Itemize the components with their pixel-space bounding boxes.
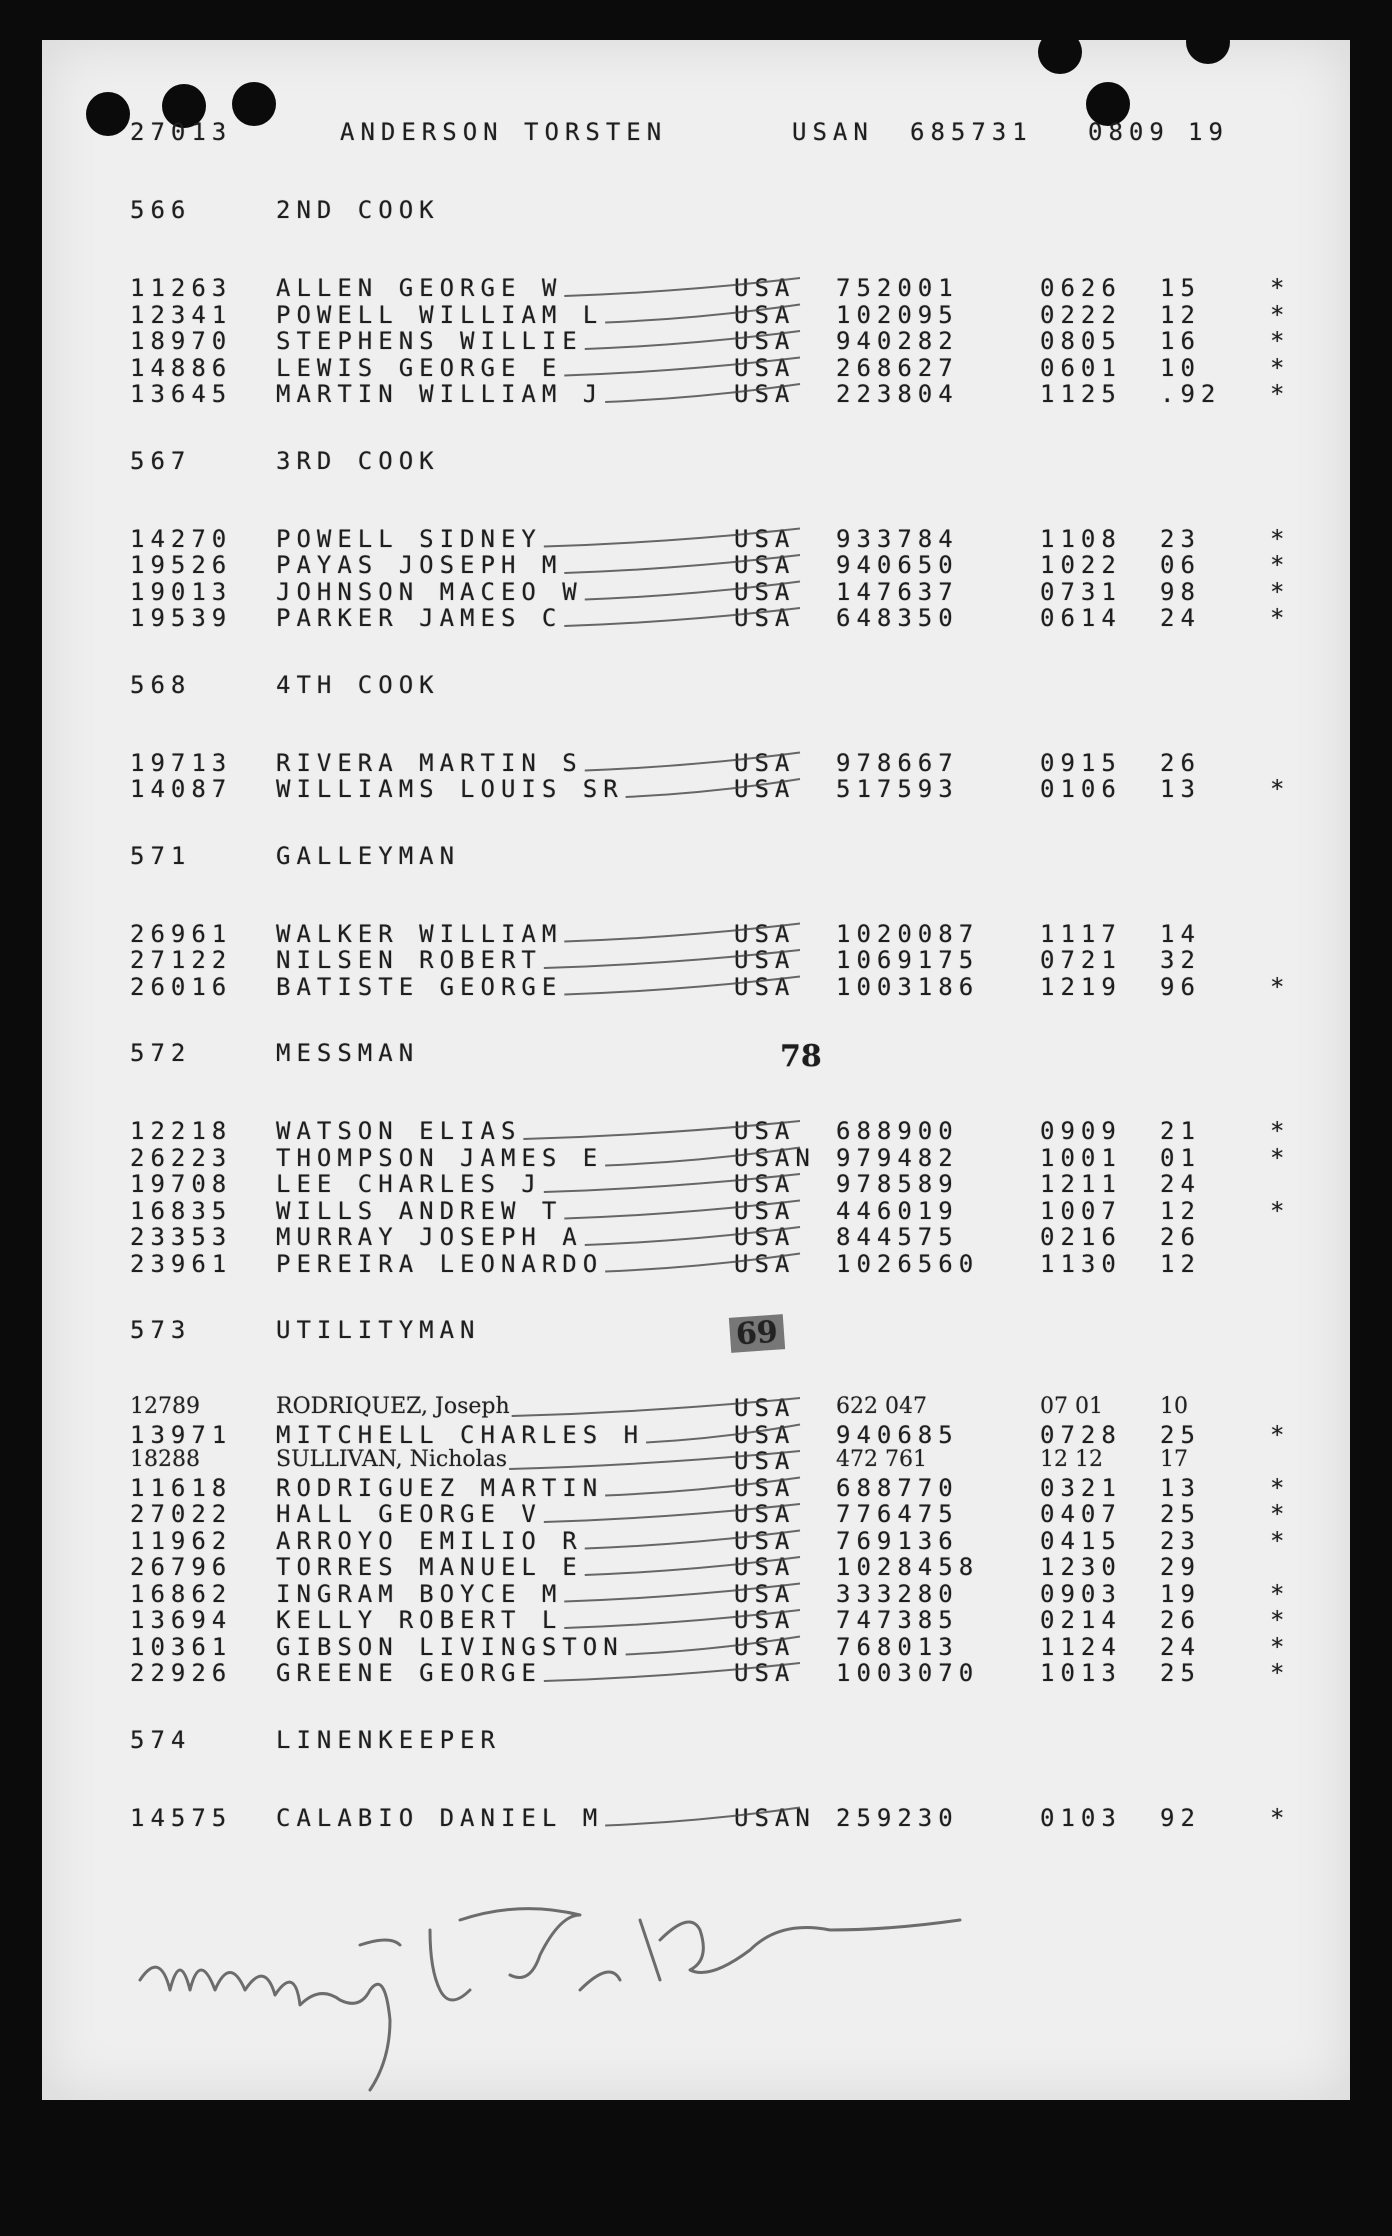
row-number: 1020087 [836,919,980,948]
row-star-mark: * [1270,1500,1291,1528]
row-value: 24 [1160,1632,1201,1661]
row-name: WILLS ANDREW T [276,1196,563,1225]
row-id: 12341 [130,300,233,329]
row-star-mark: * [1270,1473,1291,1502]
row-number: 978589 [836,1170,959,1198]
row-name: INGRAM BOYCE M [276,1579,563,1608]
row-value: 01 [1160,1143,1201,1172]
row-value: 24 [1160,604,1201,632]
row-code: 0106 [1040,775,1122,803]
row-number: 446019 [836,1196,959,1225]
row-citizenship: USA [734,1196,796,1225]
row-citizenship: USAN [734,1803,816,1832]
row-citizenship: USA [734,1249,796,1278]
row-number: 1003186 [836,972,980,1001]
section-title: 2ND COOK [276,196,440,224]
section-567 [130,447,1290,631]
row-star-mark: * [1270,551,1291,579]
row-name: NILSEN ROBERT [276,946,542,974]
row-value: 32 [1160,946,1201,974]
row-number: 1069175 [836,946,980,974]
row-value: 26 [1160,748,1201,777]
section-title: MESSMAN [276,1039,420,1067]
row-code: 0731 [1040,577,1122,606]
row-value: 15 [1160,274,1201,302]
row-citizenship: USA [734,1579,796,1608]
row-citizenship: USA [734,1526,796,1555]
crew-row [130,1144,1290,1171]
row-number: 688900 [836,1117,959,1145]
row-citizenship: USA [734,1420,796,1449]
row-citizenship: USA [734,1394,796,1422]
row-code: 0407 [1040,1500,1122,1528]
section-rows [130,1117,1290,1276]
row-citizenship: USA [734,1500,796,1528]
row-value: 26 [1160,1223,1201,1251]
section-code: 574 [130,1725,192,1754]
row-citizenship: USA [734,1473,796,1502]
row-name: RODRIGUEZ MARTIN [276,1473,604,1502]
row-code: 0321 [1040,1473,1122,1502]
row-citizenship: USA [734,300,796,329]
row-star-mark: * [1270,1526,1291,1555]
row-id: 14270 [130,524,233,553]
row-name: MURRAY JOSEPH A [276,1223,583,1251]
row-id: 12218 [130,1117,233,1145]
section-heading [130,842,1290,872]
row-name: LEE CHARLES J [276,1170,542,1198]
row-name: WALKER WILLIAM [276,919,563,948]
crew-row [130,274,1290,301]
section-title: UTILITYMAN [276,1316,481,1344]
row-number: 688770 [836,1473,959,1502]
punch-hole-top-2 [1186,20,1230,64]
crew-row [130,1197,1290,1224]
row-number: 622 047 [836,1394,927,1419]
section-mark: 69 [729,1314,785,1353]
row-id: 14087 [130,775,233,803]
row-name: RODRIQUEZ, Joseph [276,1394,510,1419]
crew-row [130,1580,1290,1607]
crew-row [130,1117,1290,1144]
crew-row [130,1500,1290,1527]
row-number: 768013 [836,1632,959,1661]
row-id: 26961 [130,919,233,948]
row-star-mark: * [1270,1632,1291,1661]
crew-row [130,327,1290,354]
row-citizenship: USA [734,1223,796,1251]
sections-container [130,196,1290,1830]
section-heading [130,671,1290,701]
crew-row [130,525,1290,552]
row-number: 1028458 [836,1553,980,1581]
row-name: POWELL SIDNEY [276,524,542,553]
row-id: 23353 [130,1223,233,1251]
crew-row [130,380,1290,407]
row-value: 13 [1160,1473,1201,1502]
crew-row-first [130,118,1290,148]
row-star-mark: * [1270,1143,1291,1172]
row-citizenship: USA [734,327,796,355]
row-name: GIBSON LIVINGSTON [276,1632,624,1661]
row-id: 16835 [130,1196,233,1225]
row-name: PAYAS JOSEPH M [276,551,563,579]
section-566 [130,196,1290,407]
row-citizenship: USA [734,577,796,606]
section-code: 567 [130,446,192,475]
row-number: 940650 [836,551,959,579]
row-id: 10361 [130,1632,233,1661]
row-code: 0214 [1040,1606,1122,1634]
row-number: 940282 [836,327,959,355]
row-number: 940685 [836,1420,959,1449]
row-value: 23 [1160,1526,1201,1555]
row-id: 19713 [130,748,233,777]
row-value: 17 [1160,1447,1188,1472]
row-star-mark: * [1270,300,1291,329]
row-value: 26 [1160,1606,1201,1634]
crew-row [130,946,1290,973]
row-id: 16862 [130,1579,233,1608]
row-code: 0728 [1040,1420,1122,1449]
row-number: 979482 [836,1143,959,1172]
row-star-mark: * [1270,1196,1291,1225]
crew-row [130,1474,1290,1501]
row-value: 29 [1160,1553,1201,1581]
row-value: 25 [1160,1500,1201,1528]
punch-hole-left-1 [86,92,130,136]
section-title: 3RD COOK [276,446,440,475]
row-name: PEREIRA LEONARDO [276,1249,604,1278]
row-number: 933784 [836,524,959,553]
row-value: 19 [1160,1579,1201,1608]
row-id: 19539 [130,604,233,632]
row-id: 13971 [130,1420,233,1449]
row-code: 0805 [1040,327,1122,355]
crew-row [130,973,1290,1000]
row-star-mark: * [1270,577,1291,606]
row-value: 92 [1160,1803,1201,1832]
row-value: 13 [1160,775,1201,803]
row-value: 10 [1160,1394,1188,1419]
crew-row [130,578,1290,605]
row-id: 27022 [130,1500,233,1528]
crew-row [130,1447,1290,1474]
row-citizenship: USA [734,972,796,1001]
row-code: 0809 [1088,118,1170,146]
row-number: 747385 [836,1606,959,1634]
row-citizenship: USA [734,524,796,553]
crew-row [130,749,1290,776]
row-code: 0216 [1040,1223,1122,1251]
row-code: 1108 [1040,524,1122,553]
row-code: 1125 [1040,380,1122,408]
section-rows [130,1394,1290,1686]
section-572 [130,1039,1290,1276]
row-value: 12 [1160,1249,1201,1278]
row-star-mark: * [1270,1579,1291,1608]
row-number: 517593 [836,775,959,803]
row-number: 752001 [836,274,959,302]
row-number: 776475 [836,1500,959,1528]
row-value: 10 [1160,353,1201,382]
row-code: 0915 [1040,748,1122,777]
row-id: 12789 [130,1394,200,1419]
row-code: 1013 [1040,1659,1122,1687]
row-citizenship: USA [734,775,796,803]
crew-row [130,1659,1290,1686]
row-name: ARROYO EMILIO R [276,1526,583,1555]
row-star-mark: * [1270,1803,1291,1832]
row-value: 16 [1160,327,1201,355]
section-title: LINENKEEPER [276,1725,501,1754]
section-title: 4TH COOK [276,670,440,699]
row-value: .92 [1160,380,1222,408]
row-value: 14 [1160,919,1201,948]
section-574 [130,1726,1290,1831]
section-571 [130,842,1290,1000]
row-code: 1117 [1040,919,1122,948]
row-number: 268627 [836,353,959,382]
punch-hole-top-1 [1038,30,1082,74]
row-code: 0909 [1040,1117,1122,1145]
section-rows [130,920,1290,1000]
row-id: 26223 [130,1143,233,1172]
row-value: 98 [1160,577,1201,606]
row-number: 102095 [836,300,959,329]
row-star-mark: * [1270,524,1291,553]
row-star-mark: * [1270,1606,1291,1634]
row-name: SULLIVAN, Nicholas [276,1447,508,1472]
crew-row [130,1250,1290,1277]
row-code: 0614 [1040,604,1122,632]
row-citizenship: USA [734,1170,796,1198]
row-id: 22926 [130,1659,233,1687]
row-number: 1026560 [836,1249,980,1278]
row-number: 223804 [836,380,959,408]
row-citizenship: USA [734,604,796,632]
section-rows [130,274,1290,407]
row-number: 333280 [836,1579,959,1608]
row-number: 685731 [910,118,1033,146]
row-citizenship: USA [734,551,796,579]
row-code: 0222 [1040,300,1122,329]
section-code: 568 [130,670,192,699]
row-citizenship: USA [734,274,796,302]
row-number: 1003070 [836,1659,980,1687]
row-code: 0103 [1040,1803,1122,1832]
row-number: 472 761 [836,1447,927,1472]
row-star-mark: * [1270,1659,1291,1687]
crew-row [130,1223,1290,1250]
row-number: 769136 [836,1526,959,1555]
crew-row [130,1606,1290,1633]
row-id: 11618 [130,1473,233,1502]
row-value: 96 [1160,972,1201,1001]
row-name: WILLIAMS LOUIS SR [276,775,624,803]
row-star-mark: * [1270,380,1291,408]
crew-row [130,1170,1290,1197]
row-star-mark: * [1270,1420,1291,1449]
row-id: 13694 [130,1606,233,1634]
row-code: 07 01 [1040,1394,1103,1419]
row-id: 11263 [130,274,233,302]
section-heading [130,1726,1290,1756]
row-name: PARKER JAMES C [276,604,563,632]
section-title: GALLEYMAN [276,841,461,870]
row-id: 18970 [130,327,233,355]
row-name: RIVERA MARTIN S [276,748,583,777]
crew-row [130,1553,1290,1580]
handwritten-signature [130,1900,1130,2100]
row-star-mark: * [1270,604,1291,632]
row-citizenship: USA [734,748,796,777]
row-number: 147637 [836,577,959,606]
row-name: BATISTE GEORGE [276,972,563,1001]
row-code: 1022 [1040,551,1122,579]
row-star-mark: * [1270,274,1291,302]
row-name: GREENE GEORGE [276,1659,542,1687]
section-code: 571 [130,841,192,870]
row-id: 14886 [130,353,233,382]
section-code: 566 [130,196,192,224]
row-citizenship: USA [734,919,796,948]
row-id: 19013 [130,577,233,606]
row-citizenship: USA [734,1117,796,1145]
row-id: 27122 [130,946,233,974]
section-heading [130,1039,1290,1074]
section-rows [130,749,1290,802]
row-number: 648350 [836,604,959,632]
row-citizenship: USA [734,380,796,408]
row-name: KELLY ROBERT L [276,1606,563,1634]
row-name: ALLEN GEORGE W [276,274,563,302]
row-code: 1230 [1040,1553,1122,1581]
row-number: 844575 [836,1223,959,1251]
row-name: THOMPSON JAMES E [276,1143,604,1172]
row-name: LEWIS GEORGE E [276,353,563,382]
row-id: 26796 [130,1553,233,1581]
row-citizenship: USA [734,946,796,974]
row-code: 1124 [1040,1632,1122,1661]
section-code: 573 [130,1316,192,1344]
row-code: 0415 [1040,1526,1122,1555]
row-name: POWELL WILLIAM L [276,300,604,329]
row-code: 1219 [1040,972,1122,1001]
row-star-mark: * [1270,972,1291,1001]
section-mark: 78 [780,1039,822,1074]
row-star-mark: * [1270,775,1291,803]
row-code: 1001 [1040,1143,1122,1172]
row-value: 25 [1160,1420,1201,1449]
row-id: 14575 [130,1803,233,1832]
crew-row [130,920,1290,947]
row-citizenship: USA [734,1632,796,1661]
row-value: 24 [1160,1170,1201,1198]
row-id: 27013 [130,118,233,146]
row-code: 12 12 [1040,1447,1103,1472]
row-value: 06 [1160,551,1201,579]
crew-row [130,354,1290,381]
row-citizenship: USAN [734,1143,816,1172]
row-value: 12 [1160,300,1201,329]
section-rows [130,1804,1290,1831]
row-citizenship: USA [734,1606,796,1634]
row-id: 19526 [130,551,233,579]
row-code: 1130 [1040,1249,1122,1278]
crew-row [130,1394,1290,1421]
row-id: 23961 [130,1249,233,1278]
row-name: ANDERSON TORSTEN [340,118,668,146]
section-heading [130,1314,1290,1353]
row-code: 1007 [1040,1196,1122,1225]
section-heading [130,196,1290,226]
row-value: 19 [1188,118,1229,146]
row-citizenship: USA [734,1553,796,1581]
row-number: 259230 [836,1803,959,1832]
row-id: 11962 [130,1526,233,1555]
row-value: 23 [1160,524,1201,553]
row-code: 1211 [1040,1170,1122,1198]
row-star-mark: * [1270,327,1291,355]
row-name: MARTIN WILLIAM J [276,380,604,408]
crew-row [130,551,1290,578]
row-number: 978667 [836,748,959,777]
section-code: 572 [130,1039,192,1067]
row-name: MITCHELL CHARLES H [276,1420,645,1449]
crew-row [130,1804,1290,1831]
row-id: 18288 [130,1447,200,1472]
section-573 [130,1316,1290,1686]
row-name: CALABIO DANIEL M [276,1803,604,1832]
row-name: HALL GEORGE V [276,1500,542,1528]
row-code: 0721 [1040,946,1122,974]
row-citizenship: USA [734,1447,796,1475]
section-heading [130,447,1290,477]
row-citizenship: USAN [792,118,874,146]
row-name: TORRES MANUEL E [276,1553,583,1581]
row-name: WATSON ELIAS [276,1117,522,1145]
crew-row [130,604,1290,631]
row-citizenship: USA [734,353,796,382]
row-star-mark: * [1270,1117,1291,1145]
row-name: JOHNSON MACEO W [276,577,583,606]
crew-row [130,1421,1290,1448]
row-value: 25 [1160,1659,1201,1687]
section-568 [130,671,1290,802]
row-name: STEPHENS WILLIE [276,327,583,355]
row-id: 19708 [130,1170,233,1198]
row-value: 21 [1160,1117,1201,1145]
row-star-mark: * [1270,353,1291,382]
crew-row [130,775,1290,802]
row-code: 0626 [1040,274,1122,302]
row-code: 0903 [1040,1579,1122,1608]
row-id: 26016 [130,972,233,1001]
row-value: 12 [1160,1196,1201,1225]
row-id: 13645 [130,380,233,408]
crew-row [130,1527,1290,1554]
row-code: 0601 [1040,353,1122,382]
row-citizenship: USA [734,1659,796,1687]
crew-row [130,1633,1290,1660]
crew-row [130,301,1290,328]
section-rows [130,525,1290,631]
crew-list [130,118,1290,1830]
